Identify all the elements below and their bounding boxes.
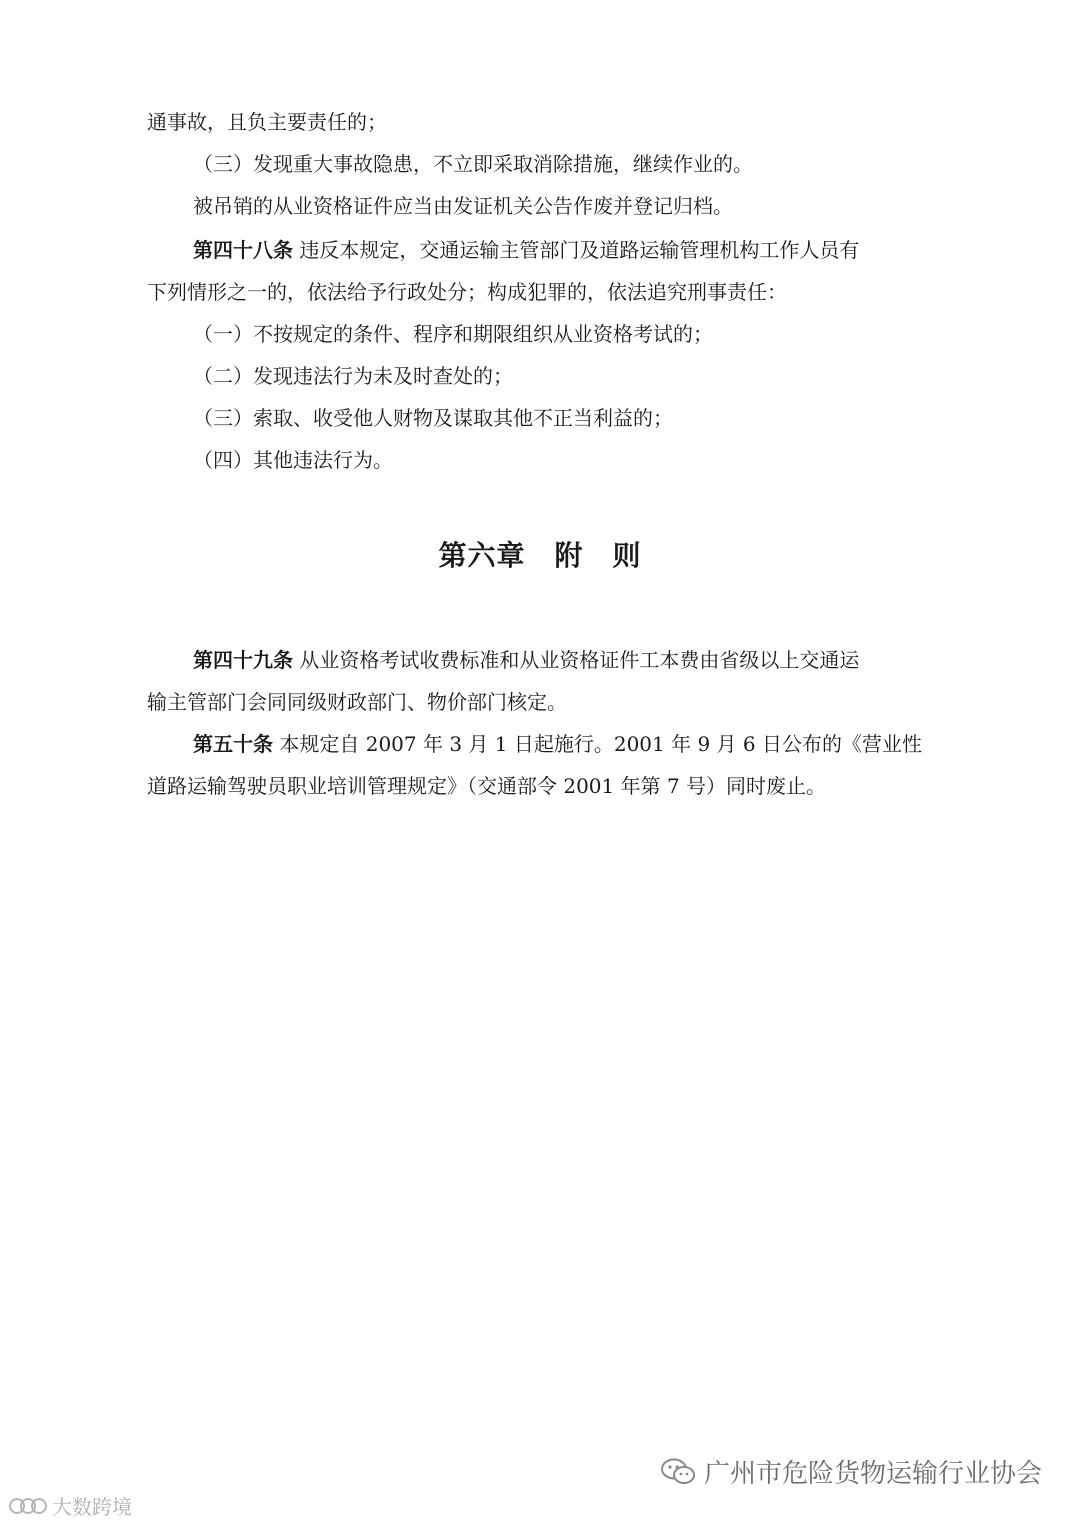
list-item: （一）不按规定的条件、程序和期限组织从业资格考试的；: [193, 322, 713, 346]
watermark-text: 广州市危险货物运输行业协会: [703, 1459, 1042, 1489]
watermark-brand: [8, 1491, 132, 1520]
list-item: （二）发现违法行为未及时查处的；: [193, 364, 513, 388]
paragraph-line: 通事故，且负主要责任的；: [147, 110, 387, 134]
article-49: [193, 640, 983, 680]
paragraph-line: 输主管部门会同同级财政部门、物价部门核定。: [147, 690, 567, 714]
article-heading: 第四十八条: [193, 238, 293, 262]
logo-icon: [8, 1494, 48, 1518]
list-item: （四）其他违法行为。: [193, 448, 393, 472]
watermark-association: [660, 1453, 1042, 1490]
paragraph-line: 被吊销的从业资格证件应当由发证机关公告作废并登记归档。: [193, 194, 733, 218]
list-item: （三）索取、收受他人财物及谋取其他不正当利益的；: [193, 406, 673, 430]
wechat-icon: [660, 1457, 696, 1487]
article-50: [193, 724, 983, 764]
article-text: 从业资格考试收费标准和从业资格证件工本费由省级以上交通运: [299, 648, 860, 672]
article-text: 违反本规定，交通运输主管部门及道路运输管理机构工作人员有: [299, 238, 860, 262]
article-48: [193, 230, 983, 270]
paragraph-line: 下列情形之一的，依法给予行政处分；构成犯罪的，依法追究刑事责任：: [147, 280, 787, 304]
list-item: （三）发现重大事故隐患，不立即采取消除措施，继续作业的。: [193, 152, 753, 176]
article-heading: 第五十条: [193, 732, 273, 756]
article-text: 本规定自 2007 年 3 月 1 日起施行。2001 年 9 月 6 日公布的《营业性: [279, 732, 922, 756]
paragraph-line: 道路运输驾驶员职业培训管理规定》（交通部令 2001 年第 7 号）同时废止。: [147, 774, 827, 798]
chapter-title: 第六章 附 则: [438, 539, 642, 572]
watermark-text: 大数跨境: [52, 1495, 132, 1519]
article-heading: 第四十九条: [193, 648, 293, 672]
